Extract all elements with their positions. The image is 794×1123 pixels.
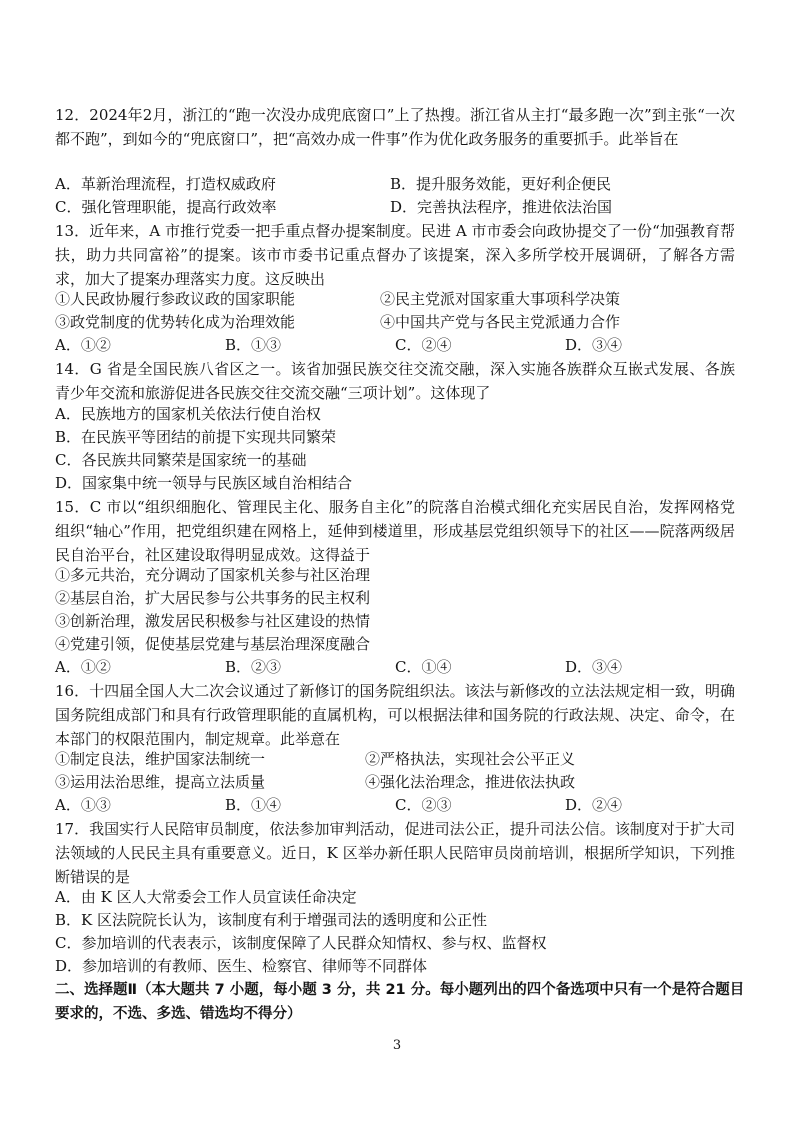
question-16-stem: 16．十四届全国人大二次会议通过了新修订的国务院组织法。该法与新修改的立法法规定相一致，明确国务院组成部门和具有行政管理职能的直属机构，可以根据法律和国务院的行政法规、决定、命令，在本部门的权限范围内，制定规章。此举意在 <box>55 682 735 748</box>
question-17-option-a: A．由 K 区人大常委会工作人员宣读任命决定 <box>55 888 357 906</box>
question-13-option-a: A．①② <box>55 336 111 354</box>
question-16-option-a: A．①③ <box>55 796 111 814</box>
question-13-item-4: ④中国共产党与各民主党派通力合作 <box>380 313 621 331</box>
question-17-option-d: D．参加培训的有教师、医生、检察官、律师等不同群体 <box>55 957 428 975</box>
question-12-option-c: C．强化管理职能，提高行政效率 <box>55 198 277 216</box>
question-15-option-a: A．①② <box>55 658 111 676</box>
question-16-option-b: B．①④ <box>225 796 282 814</box>
page-number: 3 <box>392 1038 402 1053</box>
question-12-option-d: D．完善执法程序，推进依法治国 <box>390 198 613 216</box>
question-13-option-c: C．②④ <box>395 336 452 354</box>
question-16-item-3: ③运用法治思维，提高立法质量 <box>55 773 266 791</box>
question-13-option-b: B．①③ <box>225 336 282 354</box>
question-14-option-d: D．国家集中统一领导与民族区域自治相结合 <box>55 474 353 492</box>
question-12-option-a: A．革新治理流程，打造权威政府 <box>55 175 276 193</box>
question-15-stem: 15．C 市以“组织细胞化、管理民主化、服务自主化”的院落自治模式细化充实居民自治，发挥网格党组织“轴心”作用，把党组织建在网格上，延伸到楼道里，形成基层党组织领导下的社区——院落两级居民自治平台，社区建设取得明显成效。这得益于 <box>55 498 735 564</box>
question-16-item-1: ①制定良法，维护国家法制统一 <box>55 750 266 768</box>
question-15-option-d: D．③④ <box>565 658 623 676</box>
question-16-item-2: ②严格执法，实现社会公平正义 <box>365 750 576 768</box>
question-14-option-b: B．在民族平等团结的前提下实现共同繁荣 <box>55 428 337 446</box>
question-15-item-2: ②基层自治，扩大居民参与公共事务的民主权利 <box>55 589 371 607</box>
question-15-item-3: ③创新治理，激发居民积极参与社区建设的热情 <box>55 612 371 630</box>
section-2-title: 二、选择题Ⅱ（本大题共 7 小题，每小题 3 分，共 21 分。每小题列出的四个备选项中只有一个是符合题目要求的，不选、多选、错选均不得分） <box>55 982 745 1022</box>
question-13-item-2: ②民主党派对国家重大事项科学决策 <box>380 290 621 308</box>
question-15-item-1: ①多元共治，充分调动了国家机关参与社区治理 <box>55 566 371 584</box>
question-16-item-4: ④强化法治理念，推进依法执政 <box>365 773 576 791</box>
question-13-option-d: D．③④ <box>565 336 623 354</box>
question-15-option-b: B．②③ <box>225 658 282 676</box>
question-14-option-c: C．各民族共同繁荣是国家统一的基础 <box>55 451 307 469</box>
question-17-option-b: B．K 区法院院长认为，该制度有利于增强司法的透明度和公正性 <box>55 911 487 929</box>
question-16-option-d: D．②④ <box>565 796 623 814</box>
question-12-option-b: B．提升服务效能，更好利企便民 <box>390 175 612 193</box>
question-15-item-4: ④党建引领，促使基层党建与基层治理深度融合 <box>55 635 371 653</box>
question-13-item-1: ①人民政协履行参政议政的国家职能 <box>55 290 296 308</box>
question-14-option-a: A．民族地方的国家机关依法行使自治权 <box>55 405 321 423</box>
question-13-stem: 13．近年来，A 市推行党委一把手重点督办提案制度。民进 A 市市委会向政协提交了一份“加强教育帮扶，助力共同富裕”的提案。该市市委书记重点督办了该提案，深入多所学校开展调研，了解各方需求，加大了提案办理落实力度。这反映出 <box>55 222 735 288</box>
question-16-option-c: C．②③ <box>395 796 452 814</box>
question-13-item-3: ③政党制度的优势转化成为治理效能 <box>55 313 296 331</box>
question-14-stem: 14．G 省是全国民族八省区之一。该省加强民族交往交流交融，深入实施各族群众互嵌式发展、各族青少年交流和旅游促进各民族交往交流交融“三项计划”。这体现了 <box>55 360 735 402</box>
question-17-option-c: C．参加培训的代表表示，该制度保障了人民群众知情权、参与权、监督权 <box>55 934 547 952</box>
question-17-stem: 17．我国实行人民陪审员制度，依法参加审判活动，促进司法公正，提升司法公信。该制度对于扩大司法领域的人民民主具有重要意义。近日，K 区举办新任职人民陪审员岗前培训，根据所学知识，下列推断错误的是 <box>55 820 735 886</box>
question-15-option-c: C．①④ <box>395 658 452 676</box>
question-12-stem: 12．2024年2月，浙江的“跑一次没办成兜底窗口”上了热搜。浙江省从主打“最多跑一次”到主张“一次都不跑”，到如今的“兜底窗口”，把“高效办成一件事”作为优化政务服务的重要抓手。此举旨在 <box>55 106 735 148</box>
